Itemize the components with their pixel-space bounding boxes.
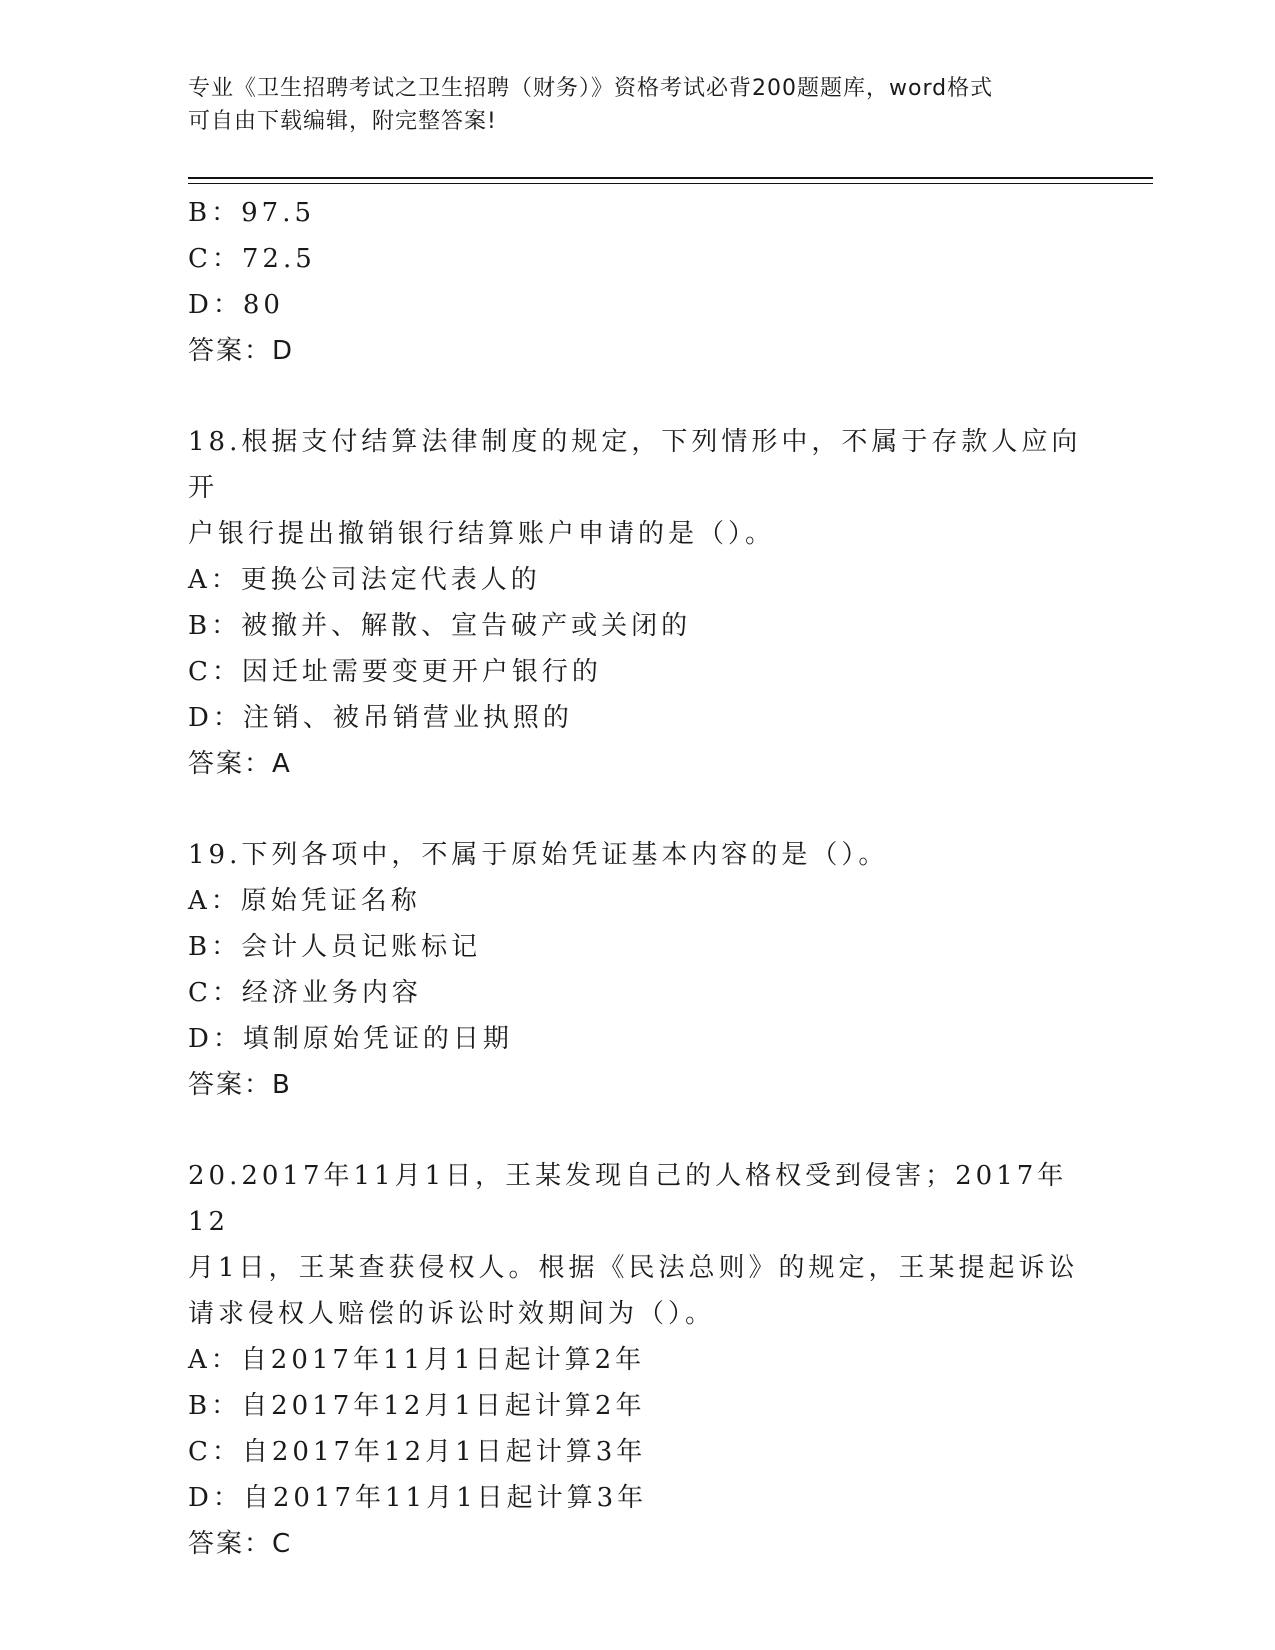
question-18 (188, 419, 1088, 787)
question-stem-line: 18.根据支付结算法律制度的规定，下列情形中，不属于存款人应向开 (188, 427, 1082, 503)
question-stem-line: 户银行提出撤销银行结算账户申请的是（）。 (188, 519, 776, 549)
answer-line: 答案：A (188, 749, 292, 779)
option-c: C：经济业务内容 (188, 978, 422, 1008)
question-stem-line: 19.下列各项中，不属于原始凭证基本内容的是（）。 (188, 840, 889, 870)
option-d: D：80 (188, 290, 284, 320)
option-d: D：填制原始凭证的日期 (188, 1024, 513, 1054)
page-header (188, 72, 1068, 138)
option-a: A：更换公司法定代表人的 (188, 565, 541, 595)
option-a: A：自2017年11月1日起计算2年 (188, 1345, 646, 1375)
option-c: C：自2017年12月1日起计算3年 (188, 1437, 647, 1467)
answer-line: 答案：D (188, 336, 295, 366)
header-divider-thick (188, 177, 1153, 179)
question-17-continued (188, 190, 1088, 374)
option-b: B：会计人员记账标记 (188, 932, 482, 962)
question-stem-line: 20.2017年11月1日，王某发现自己的人格权受到侵害；2017年12 (188, 1161, 1068, 1237)
header-divider-thin (188, 183, 1153, 184)
option-b: B：97.5 (188, 198, 315, 228)
option-c: C：72.5 (188, 244, 316, 274)
question-20 (188, 1153, 1088, 1567)
question-stem-line: 请求侵权人赔偿的诉讼时效期间为（）。 (188, 1299, 716, 1329)
option-a: A：原始凭证名称 (188, 886, 421, 916)
option-c: C：因迁址需要变更开户银行的 (188, 657, 602, 687)
answer-line: 答案：B (188, 1070, 292, 1100)
option-d: D：自2017年11月1日起计算3年 (188, 1483, 648, 1513)
header-line-1: 专业《卫生招聘考试之卫生招聘（财务）》资格考试必背200题题库，word格式 (188, 76, 994, 101)
option-d: D：注销、被吊销营业执照的 (188, 703, 573, 733)
question-stem-line: 月1日，王某查获侵权人。根据《民法总则》的规定，王某提起诉讼 (188, 1253, 1079, 1283)
option-b: B：自2017年12月1日起计算2年 (188, 1391, 646, 1421)
option-b: B：被撤并、解散、宣告破产或关闭的 (188, 611, 692, 641)
question-19 (188, 832, 1088, 1108)
document-body (188, 190, 1088, 1567)
header-line-2: 可自由下载编辑，附完整答案! (188, 109, 497, 134)
answer-line: 答案：C (188, 1529, 293, 1559)
